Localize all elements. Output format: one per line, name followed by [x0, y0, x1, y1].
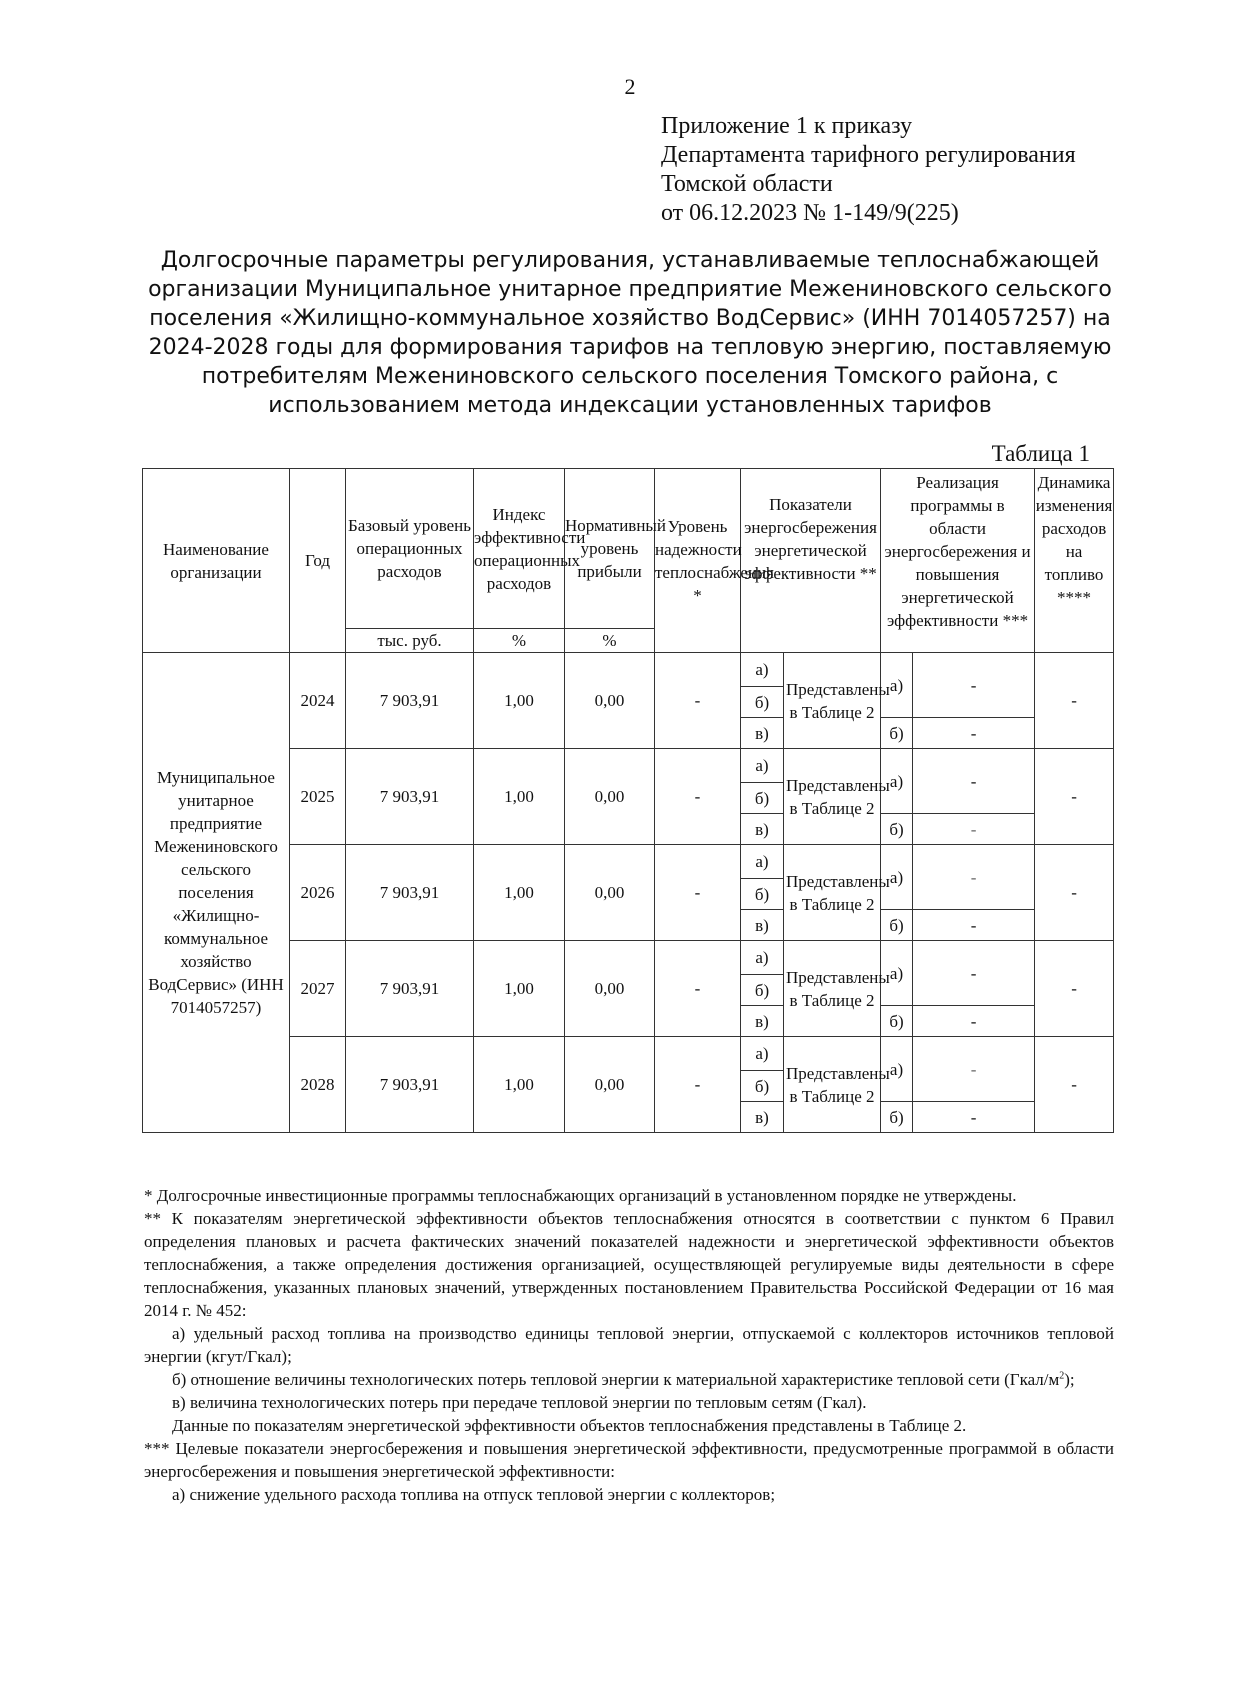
energy-sub-label: в)	[741, 1102, 784, 1133]
footnote-2d: Данные по показателям энергетической эффективности объектов теплоснабжения представлены в Таблице 2.	[172, 1416, 967, 1435]
title-line: потребителям Межениновского сельского поселения Томского района, с	[201, 364, 1059, 389]
program-label-a: а)	[881, 941, 913, 1006]
dynamics-cell: -	[1035, 845, 1114, 941]
footnote-1: * Долгосрочные инвестиционные программы теплоснабжающих организаций в установленном порядке не утверждены.	[144, 1186, 1017, 1205]
header-norm: Нормативный уровень прибыли	[565, 469, 655, 629]
energy-text-cell: Представлены в Таблице 2	[784, 1037, 881, 1133]
base-cell: 7 903,91	[346, 653, 474, 749]
footnote-2c: в) величина технологических потерь при передаче тепловой энергии по тепловым сетям (Гкал).	[172, 1393, 867, 1412]
program-label-a: а)	[881, 845, 913, 910]
title-line: организации Муниципальное унитарное предприятие Межениновского сельского	[148, 277, 1112, 302]
header-reliability: Уровень надежности теплоснабжения *	[655, 469, 741, 653]
energy-sub-label: а)	[741, 1037, 784, 1071]
table-caption: Таблица 1	[991, 441, 1090, 466]
footnote-3: *** Целевые показатели энергосбережения и повышения энергетической эффективности, предусмотренные программой в области энергосбережения и повышения энергетической эффективности:	[144, 1439, 1114, 1481]
unit-norm: %	[565, 629, 655, 653]
appendix-header	[661, 112, 1076, 228]
program-value-a: -	[913, 845, 1035, 910]
footnote-2b-text: б) отношение величины технологических потерь тепловой энергии к материальной характеристике тепловой сети (Гкал/м	[172, 1370, 1060, 1389]
program-label-b: б)	[881, 718, 913, 749]
title-line: Долгосрочные параметры регулирования, устанавливаемые теплоснабжающей	[160, 248, 1100, 273]
page-number: 2	[624, 74, 636, 99]
energy-sub-label: б)	[741, 1071, 784, 1102]
program-label-b: б)	[881, 910, 913, 941]
energy-sub-label: б)	[741, 687, 784, 718]
footnote-2a: а) удельный расход топлива на производство единицы тепловой энергии, отпускаемой с коллекторов источников тепловой энергии (кгут/Гкал);	[144, 1324, 1114, 1366]
header-org: Наименование организации	[143, 469, 290, 653]
footnote-2b	[144, 1368, 1114, 1391]
energy-sub-label: а)	[741, 845, 784, 879]
energy-sub-label: а)	[741, 941, 784, 975]
document-title	[130, 246, 1130, 420]
year-cell: 2027	[290, 941, 346, 1037]
program-value-b: -	[913, 1006, 1035, 1037]
table-row	[143, 653, 1114, 687]
year-cell: 2026	[290, 845, 346, 941]
index-cell: 1,00	[474, 1037, 565, 1133]
header-dynamics: Динамика изменения расходов на топливо ****	[1035, 469, 1114, 653]
program-label-a: а)	[881, 749, 913, 814]
index-cell: 1,00	[474, 653, 565, 749]
energy-text-cell: Представлены в Таблице 2	[784, 941, 881, 1037]
header-base: Базовый уровень операционных расходов	[346, 469, 474, 629]
header-program: Реализация программы в области энергосбережения и повышения энергетической эффективности ***	[881, 469, 1035, 653]
appendix-line: Приложение 1 к приказу	[661, 113, 913, 139]
unit-index: %	[474, 629, 565, 653]
header-index: Индекс эффективности операционных расходов	[474, 469, 565, 629]
dynamics-cell: -	[1035, 749, 1114, 845]
program-label-a: а)	[881, 1037, 913, 1102]
header-year: Год	[290, 469, 346, 653]
reliability-cell: -	[655, 941, 741, 1037]
base-cell: 7 903,91	[346, 1037, 474, 1133]
program-value-a: -	[913, 1037, 1035, 1102]
base-cell: 7 903,91	[346, 941, 474, 1037]
program-value-b: -	[913, 718, 1035, 749]
base-cell: 7 903,91	[346, 749, 474, 845]
reliability-cell: -	[655, 845, 741, 941]
norm-cell: 0,00	[565, 845, 655, 941]
norm-cell: 0,00	[565, 749, 655, 845]
year-cell: 2024	[290, 653, 346, 749]
energy-text-cell: Представлены в Таблице 2	[784, 845, 881, 941]
reliability-cell: -	[655, 749, 741, 845]
program-label-b: б)	[881, 814, 913, 845]
footnote-2b-end: );	[1064, 1370, 1075, 1389]
appendix-line: Департамента тарифного регулирования	[661, 142, 1076, 168]
program-value-b: -	[913, 814, 1035, 845]
title-line: поселения «Жилищно-коммунальное хозяйство ВодСервис» (ИНН 7014057257) на	[149, 306, 1111, 331]
footnote-2: ** К показателям энергетической эффективности объектов теплоснабжения относятся в соответствии с пунктом 6 Правил определения плановых и расчета фактических значений показателей надежности и энергетической эффективности объектов теплоснабжения, а также определения достижения организацией, осуществляющей регулируемые виды деятельности в сфере теплоснабжения, указанных плановых значений, утвержденных постановлением Правительства Российской Федерации от 16 мая 2014 г. № 452:	[144, 1209, 1114, 1320]
index-cell: 1,00	[474, 941, 565, 1037]
dynamics-cell: -	[1035, 653, 1114, 749]
program-value-b: -	[913, 1102, 1035, 1133]
energy-sub-label: а)	[741, 749, 784, 783]
header-energy: Показатели энергосбережения энергетической эффективности **	[741, 469, 881, 653]
title-line: использованием метода индексации установленных тарифов	[268, 393, 992, 418]
program-value-b: -	[913, 910, 1035, 941]
norm-cell: 0,00	[565, 941, 655, 1037]
program-label-b: б)	[881, 1006, 913, 1037]
year-cell: 2028	[290, 1037, 346, 1133]
footnotes	[144, 1184, 1114, 1506]
parameters-table	[142, 468, 1114, 1133]
program-value-a: -	[913, 653, 1035, 718]
energy-sub-label: в)	[741, 814, 784, 845]
year-cell: 2025	[290, 749, 346, 845]
dynamics-cell: -	[1035, 1037, 1114, 1133]
appendix-line: Томской области	[661, 171, 833, 197]
reliability-cell: -	[655, 653, 741, 749]
title-line: 2024-2028 годы для формирования тарифов на тепловую энергию, поставляемую	[148, 335, 1112, 360]
reliability-cell: -	[655, 1037, 741, 1133]
appendix-line: от 06.12.2023 № 1-149/9(225)	[661, 200, 959, 226]
base-cell: 7 903,91	[346, 845, 474, 941]
table-body	[143, 653, 1114, 1133]
footnote-2b-sup: 2	[1059, 1370, 1065, 1382]
program-value-a: -	[913, 749, 1035, 814]
energy-sub-label: б)	[741, 975, 784, 1006]
energy-text-cell: Представлены в Таблице 2	[784, 653, 881, 749]
energy-text-cell: Представлены в Таблице 2	[784, 749, 881, 845]
org-name-cell: Муниципальное унитарное предприятие Межениновского сельского поселения «Жилищно-коммунальное хозяйство ВодСервис» (ИНН 7014057257)	[143, 653, 290, 1133]
program-label-b: б)	[881, 1102, 913, 1133]
program-label-a: а)	[881, 653, 913, 718]
energy-sub-label: а)	[741, 653, 784, 687]
norm-cell: 0,00	[565, 1037, 655, 1133]
footnote-3a: а) снижение удельного расхода топлива на отпуск тепловой энергии с коллекторов;	[172, 1485, 776, 1504]
index-cell: 1,00	[474, 749, 565, 845]
energy-sub-label: б)	[741, 879, 784, 910]
norm-cell: 0,00	[565, 653, 655, 749]
program-value-a: -	[913, 941, 1035, 1006]
energy-sub-label: в)	[741, 910, 784, 941]
energy-sub-label: б)	[741, 783, 784, 814]
energy-sub-label: в)	[741, 718, 784, 749]
unit-base: тыс. руб.	[346, 629, 474, 653]
energy-sub-label: в)	[741, 1006, 784, 1037]
index-cell: 1,00	[474, 845, 565, 941]
dynamics-cell: -	[1035, 941, 1114, 1037]
